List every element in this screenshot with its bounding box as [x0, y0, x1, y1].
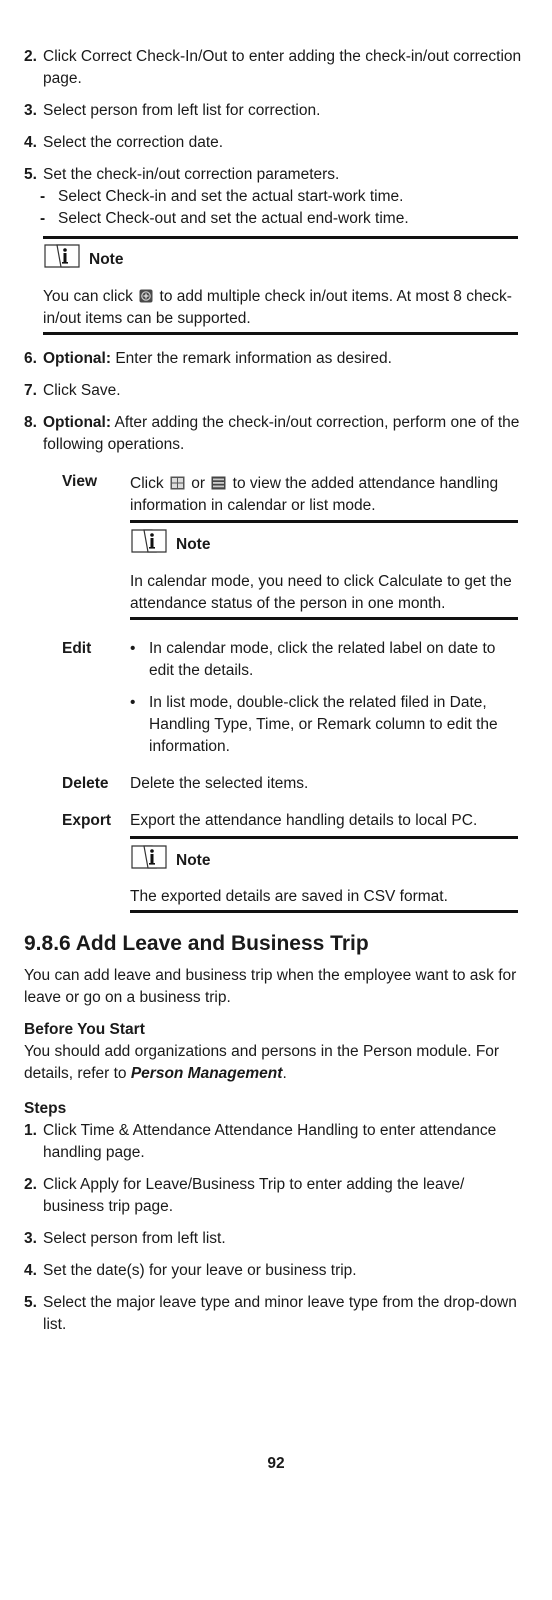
step-text: Click Correct Check-In/Out to enter adding the check-in/out correction page. — [43, 48, 522, 87]
step-3 — [24, 100, 524, 122]
note-info-icon — [130, 844, 168, 870]
para-text: . — [282, 1065, 287, 1082]
bullet-text: In list mode, double-click the related filed in Date, Handling Type, Time, or Remark column to edit the information. — [149, 694, 498, 755]
sub-bullet-text: Select Check-in and set the actual start-work time. — [58, 188, 404, 205]
note-bottom-rule — [43, 332, 518, 335]
step-text: Select person from left list. — [43, 1230, 226, 1247]
person-management-link[interactable]: Person Management — [130, 1065, 283, 1082]
step-2 — [24, 46, 524, 90]
note-body: The exported details are saved in CSV format. — [130, 888, 448, 905]
step-number: 4. — [24, 1262, 37, 1279]
bullet-text: In calendar mode, click the related label on date to edit the details. — [149, 640, 496, 679]
step-text: Select the correction date. — [43, 134, 224, 151]
para-text: You should add organizations and persons in the Person module. For details, refer to — [24, 1043, 500, 1082]
step-text: Set the date(s) for your leave or business trip. — [43, 1262, 357, 1279]
note-bottom-rule — [130, 910, 518, 913]
step-4 — [24, 132, 524, 154]
dash-marker: - — [40, 210, 46, 227]
section-title: 9.8.6 Add Leave and Business Trip — [24, 932, 369, 955]
note-info-icon — [130, 528, 168, 554]
note-header — [130, 528, 330, 556]
def-text: to view the added attendance handling information in calendar or list mode. — [130, 475, 499, 514]
note-label: Note — [176, 536, 211, 553]
bullet-marker: • — [130, 694, 136, 711]
before-you-start-heading: Before You Start — [24, 1021, 145, 1038]
step-number: 3. — [24, 102, 37, 119]
note-text: to add multiple check in/out items. At most 8 check-in/out items can be supported. — [43, 288, 512, 327]
term-delete: Delete — [62, 775, 109, 792]
note-text: You can click — [43, 288, 133, 305]
step-8 — [24, 412, 524, 456]
step-number: 5. — [24, 166, 37, 183]
note-header — [130, 844, 330, 872]
edit-bullet — [130, 638, 522, 682]
note-label: Note — [89, 251, 124, 268]
definition-delete: Delete the selected items. — [130, 775, 309, 792]
definition-view — [130, 473, 522, 517]
note-top-rule — [130, 836, 518, 839]
note-label: Note — [176, 852, 211, 869]
note-bottom-rule — [130, 617, 518, 620]
edit-bullet — [130, 692, 522, 758]
def-text: Click — [130, 475, 164, 492]
step-number: 7. — [24, 382, 37, 399]
note-top-rule — [43, 236, 518, 239]
add-circle-icon — [139, 289, 153, 303]
step-number: 8. — [24, 414, 37, 431]
note-body — [43, 286, 518, 330]
step-number: 3. — [24, 1230, 37, 1247]
step-text: Set the check-in/out correction parameters. — [43, 166, 340, 183]
step-number: 1. — [24, 1122, 37, 1139]
step-7 — [24, 380, 524, 402]
sub-bullet-text: Select Check-out and set the actual end-work time. — [58, 210, 409, 227]
term-edit: Edit — [62, 640, 92, 657]
step-number: 5. — [24, 1294, 37, 1311]
calendar-grid-icon — [170, 476, 185, 490]
step-text: Click Save. — [43, 382, 121, 399]
sub-bullet — [40, 186, 520, 208]
note-header — [43, 243, 243, 271]
step-number: 2. — [24, 48, 37, 65]
note-top-rule — [130, 520, 518, 523]
step-text: Enter the remark information as desired. — [111, 350, 392, 367]
optional-label: Optional: — [43, 350, 112, 367]
steps-heading: Steps — [24, 1100, 67, 1117]
before-you-start-text — [24, 1041, 524, 1085]
def-text: or — [191, 475, 206, 492]
step-text: After adding the check-in/out correction, perform one of the following operations. — [43, 414, 520, 453]
dash-marker: - — [40, 188, 46, 205]
section-step-5 — [24, 1292, 524, 1336]
section-step-1 — [24, 1120, 524, 1164]
step-text: Click Time & Attendance Attendance Handling to enter attendance handling page. — [43, 1122, 497, 1161]
step-5 — [24, 164, 524, 186]
section-intro: You can add leave and business trip when the employee want to ask for leave or go on a business trip. — [24, 967, 517, 1006]
step-number: 6. — [24, 350, 37, 367]
step-number: 2. — [24, 1176, 37, 1193]
page-number: 92 — [267, 1455, 285, 1472]
optional-label: Optional: — [43, 414, 112, 431]
definition-export: Export the attendance handling details to local PC. — [130, 812, 478, 829]
step-text: Click Apply for Leave/Business Trip to enter adding the leave/ business trip page. — [43, 1176, 465, 1215]
section-step-3 — [24, 1228, 524, 1250]
section-step-2 — [24, 1174, 524, 1218]
step-6 — [24, 348, 524, 370]
step-text: Select person from left list for correction. — [43, 102, 321, 119]
note-info-icon — [43, 243, 81, 269]
list-view-icon — [211, 476, 226, 490]
sub-bullet — [40, 208, 520, 230]
term-export: Export — [62, 812, 112, 829]
step-text: Select the major leave type and minor leave type from the drop-down list. — [43, 1294, 517, 1333]
bullet-marker: • — [130, 640, 136, 657]
step-number: 4. — [24, 134, 37, 151]
note-body: In calendar mode, you need to click Calculate to get the attendance status of the person in one month. — [130, 573, 512, 612]
section-step-4 — [24, 1260, 524, 1282]
term-view: View — [62, 473, 98, 490]
